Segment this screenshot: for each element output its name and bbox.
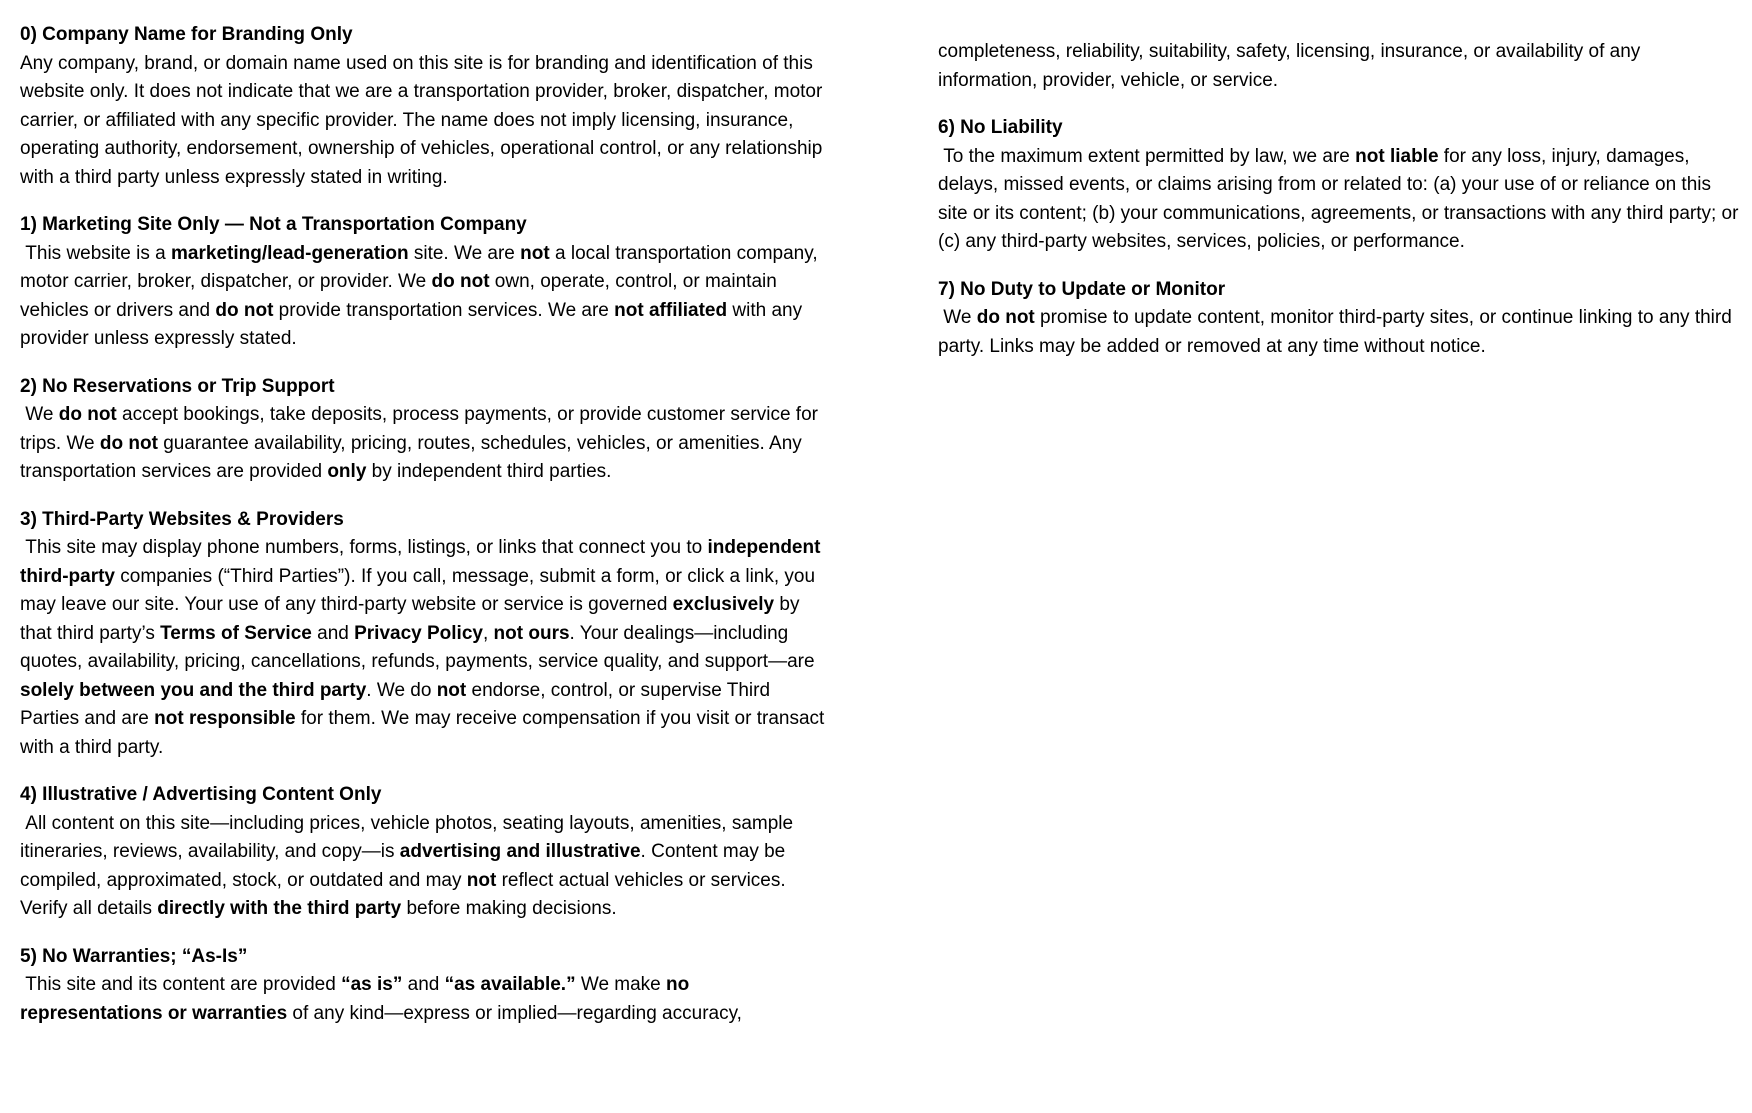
text-run: This site and its content are provided	[20, 974, 342, 995]
text-run: This site may display phone numbers, forms, listings, or links that connect you to	[20, 537, 708, 558]
section-5-heading: 5) No Warranties; “As-Is”	[20, 945, 248, 967]
bold-text-run: not	[436, 679, 467, 701]
text-run: . Your dealings—including quotes, availability, pricing, cancellations, refunds, payments, service quality, and support—are	[20, 622, 820, 672]
text-run: and	[311, 622, 355, 644]
bold-text-run: independent third-party	[20, 537, 826, 587]
text-run: endorse, control, or supervise Third Parties and are	[20, 679, 776, 729]
section-6-heading: 6) No Liability	[938, 117, 1063, 138]
text-run: with any provider unless expressly stated.	[20, 299, 808, 349]
text-run: and	[402, 974, 445, 995]
section-1-heading: 1) Marketing Site Only — Not a Transportation Company	[20, 214, 527, 235]
section-4-body	[20, 810, 826, 924]
bold-text-run: not affiliated	[614, 299, 728, 321]
bold-text-run: marketing/lead-generation	[171, 242, 409, 264]
text-run: provide transportation services. We are	[273, 299, 615, 321]
bold-text-run: only	[327, 461, 367, 482]
text-run: Any company, brand, or domain name used on this site is for branding and identification of this website only. It does not indicate that we are a transportation provider, broker, dispatcher, motor carrier, or affiliated with any specific provider. The name does not imply licensing, insurance, operating authority, endorsement, ownership of vehicles, operational control, or any relationship with a third party unless expressly stated in writing.	[20, 52, 828, 188]
bold-text-run: not	[466, 869, 497, 891]
text-run: for them. We may receive compensation if you visit or transact with a third party.	[20, 708, 830, 758]
text-run: completeness, reliability, suitability, safety, licensing, insurance, or availability of any information, provider, vehicle, or service.	[938, 41, 1646, 91]
text-run: by that third party’s	[20, 594, 805, 644]
text-run: guarantee availability, pricing, routes, schedules, vehicles, or amenities. Any transportation services are provided	[20, 432, 808, 482]
text-run: a local transportation company, motor carrier, broker, dispatcher, or provider. We	[20, 242, 823, 292]
text-run: This website is a	[20, 242, 172, 264]
section-7-heading: 7) No Duty to Update or Monitor	[938, 278, 1226, 300]
bold-text-run: not liable	[1355, 145, 1439, 167]
text-run: All content on this site—including prices, vehicle photos, seating layouts, amenities, sample itineraries, reviews, availability, and copy—is	[20, 812, 799, 862]
section-5-body-continued	[938, 38, 1744, 95]
bold-text-run: Privacy Policy	[354, 622, 483, 644]
text-run: ,	[482, 622, 494, 644]
text-run: promise to update content, monitor third-party sites, or continue linking to any third party. Links may be added or removed at any time without notice.	[938, 307, 1738, 357]
bold-text-run: not responsible	[154, 708, 296, 729]
left-column	[20, 21, 830, 1028]
bold-text-run: “as available.”	[444, 974, 576, 995]
text-run: We make	[575, 974, 667, 995]
section-6-body	[938, 143, 1744, 257]
bold-text-run: solely between you and the third party	[20, 679, 367, 701]
text-run: of any kind—express or implied—regarding accuracy,	[287, 1002, 742, 1024]
text-run: for any loss, injury, damages, delays, missed events, or claims arising from or related to: (a) your use of or reliance on this site or its content; (b) your communications, agreements, or transactions with any third party; or (c) any third-party websites, services, policies, or performance.	[938, 145, 1744, 252]
section-3-body	[20, 534, 830, 762]
section-4-heading: 4) Illustrative / Advertising Content Only	[20, 784, 382, 805]
right-column	[938, 21, 1744, 361]
text-run: We	[20, 404, 59, 425]
bold-text-run: advertising and illustrative	[399, 841, 641, 862]
text-run: . Content may be compiled, approximated, stock, or outdated and may	[20, 841, 791, 891]
bold-text-run: not	[520, 242, 550, 264]
bold-text-run: do not	[976, 307, 1035, 328]
section-7-body	[938, 304, 1744, 361]
text-run: accept bookings, take deposits, process payments, or provide customer service for trips. We	[20, 404, 824, 454]
text-run: by independent third parties.	[366, 461, 612, 482]
bold-text-run: directly with the third party	[157, 898, 402, 919]
text-run: own, operate, control, or maintain vehicles or drivers and	[20, 271, 783, 321]
bold-text-run: do not	[215, 299, 274, 321]
text-run: To the maximum extent permitted by law, we are	[938, 145, 1356, 167]
bold-text-run: not ours	[493, 622, 570, 644]
bold-text-run: no representations or warranties	[20, 974, 695, 1024]
section-3-heading: 3) Third-Party Websites & Providers	[20, 508, 344, 530]
section-2-body	[20, 401, 826, 487]
text-run: companies (“Third Parties”). If you call, message, submit a form, or click a link, you may leave our site. Your use of any third-party website or service is governed	[20, 565, 821, 615]
bold-text-run: Terms of Service	[160, 622, 312, 644]
bold-text-run: “as is”	[341, 974, 403, 995]
text-run: We	[938, 307, 977, 328]
bold-text-run: do not	[58, 404, 117, 425]
bold-text-run: do not	[431, 271, 490, 292]
section-5-body	[20, 971, 826, 1028]
text-run: before making decisions.	[401, 898, 617, 919]
section-2-heading: 2) No Reservations or Trip Support	[20, 375, 335, 397]
section-0-body	[20, 50, 826, 193]
bold-text-run: exclusively	[672, 594, 775, 615]
section-1-body	[20, 240, 826, 354]
bold-text-run: do not	[99, 432, 158, 454]
section-0-heading: 0) Company Name for Branding Only	[20, 24, 353, 45]
text-run: . We do	[366, 679, 437, 701]
text-run: reflect actual vehicles or services. Verify all details	[20, 869, 791, 919]
text-run: site. We are	[408, 242, 521, 264]
